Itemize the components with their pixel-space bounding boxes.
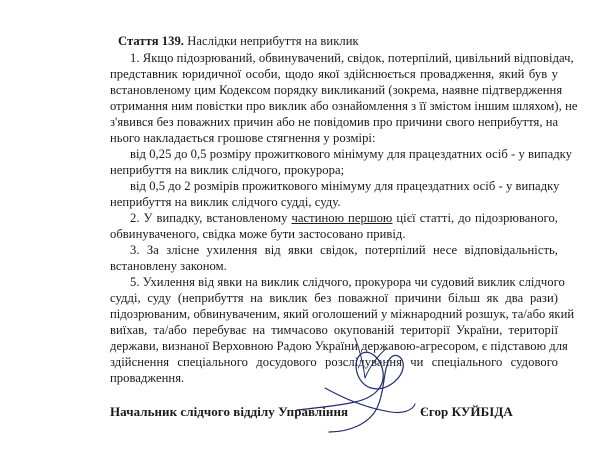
p1-line-5: з'явився без поважних причин або не повідомив про причини свого неприбуття, на [110,115,559,129]
p5-line-4: виїхав, та/або перебуває на тимчасово окупованій території України, території [110,323,558,337]
p1-line-7: від 0,25 до 0,5 розміру прожиткового мінімуму для працездатних осіб - у випадку [130,147,573,161]
signatory-title: Начальник слідчого відділу Управління [110,404,349,419]
p2-text-b: цієї статті, до підозрюваного, [392,211,558,225]
p5-line-1: 5. Ухилення від явки на виклик слідчого, прокурора чи судовий виклик слідчого [130,275,565,289]
handwritten-signature [285,328,420,438]
p3-line-2: встановлену законом. [110,259,227,273]
signatory-name: Єгор КУЙБІДА [420,404,513,419]
p1-line-3: встановленому цим Кодексом порядку викликаний (зокрема, наявне підтвердження [110,83,563,97]
p1-line-6: нього накладається грошове стягнення у розмірі: [110,131,376,145]
p5-line-6: здійснення спеціального досудового розслідування чи спеціального судового [110,355,558,369]
article-title: Наслідки неприбуття на виклик [184,34,359,48]
p1-line-10: неприбуття на виклик слідчого судді, суду. [110,195,341,209]
p2-line-2: обвинуваченого, свідка може бути застосовано привід. [110,227,406,241]
p1-line-4: отримання ним повістки про виклик або ознайомлення з її змістом іншим шляхом), не [110,99,578,113]
p1-line-1: 1. Якщо підозрюваний, обвинувачений, свідок, потерпілий, цивільний відповідач, [130,51,574,65]
p5-line-2: судді, суду (неприбуття на виклик без поважної причини більш як два рази) [110,291,558,305]
p1-line-8: неприбуття на виклик слідчого, прокурора; [110,163,345,177]
p2-text-a: 2. У випадку, встановленому [130,211,292,225]
article-heading [118,33,359,49]
p3-line-1: 3. За злісне ухилення від явки свідок, потерпілий несе відповідальність, [130,243,558,257]
article-number: Стаття 139. [118,34,184,48]
p2-line-1 [130,210,558,226]
p5-line-7: провадження. [110,371,185,385]
p1-line-2: представник юридичної особи, щодо якої здійснюється провадження, який був у [110,67,558,81]
p2-underlined-ref: частиною першою [291,211,393,225]
p5-line-5: держави, визнаної Верховною Радою України державою-агресором, є підставою для [110,339,568,353]
p1-line-9: від 0,5 до 2 розмірів прожиткового мінімуму для працездатних осіб - у випадку [130,179,560,193]
p5-line-3: підозрюваним, обвинуваченим, який оголошений у міжнародний розшук, та/або який [110,307,575,321]
